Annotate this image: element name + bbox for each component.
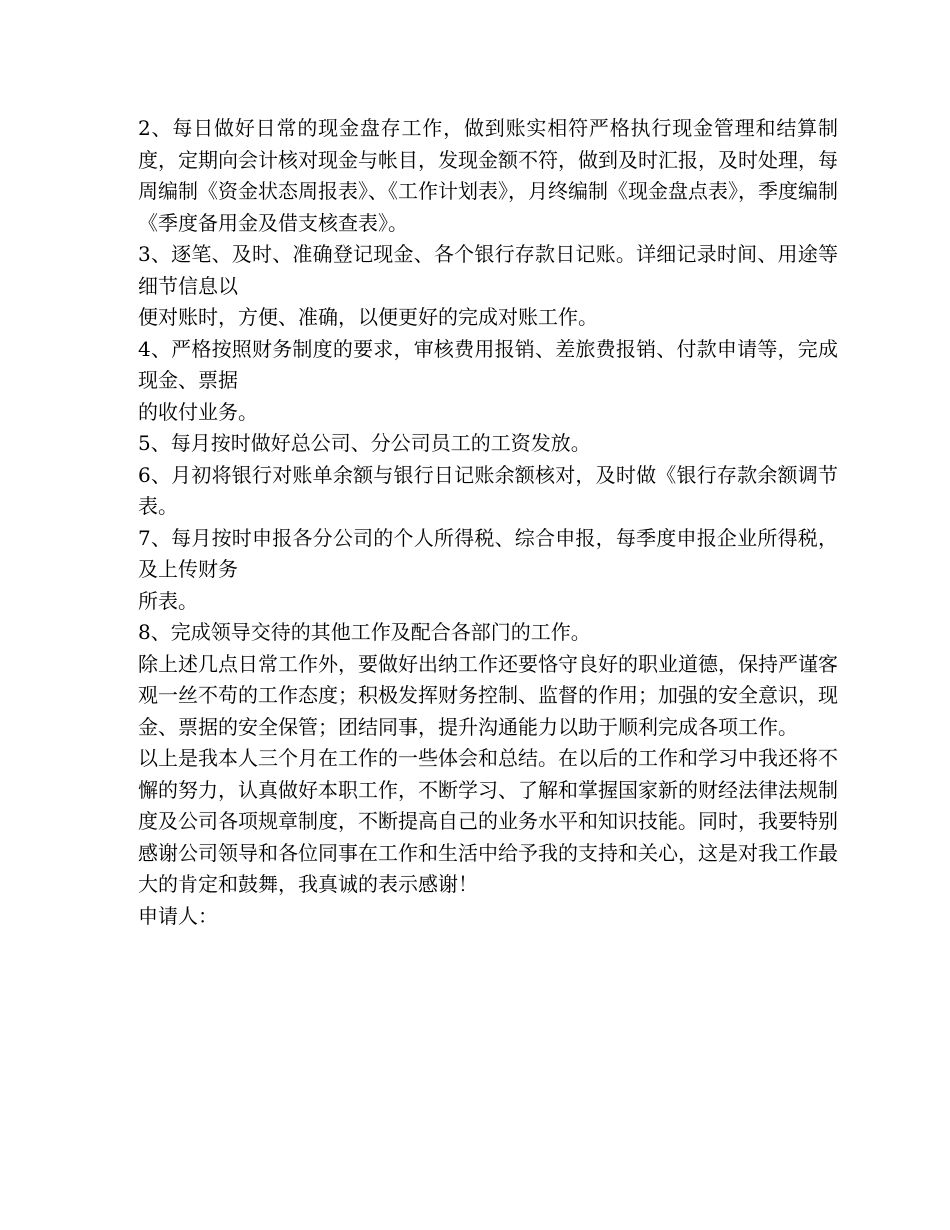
paragraph-bank-reconciliation: 6、月初将银行对账单余额与银行日记账余额核对，及时做《银行存款余额调节表。 <box>138 462 838 518</box>
paragraph-other-tasks: 8、完成领导交待的其他工作及配合各部门的工作。 <box>138 620 591 644</box>
applicant-label: 申请人： <box>138 903 218 928</box>
paragraph-tax-filing-continued: 所表。 <box>138 588 198 613</box>
document-body <box>138 113 838 932</box>
paragraph-expense-review: 4、严格按照财务制度的要求，审核费用报销、差旅费报销、付款申请等，完成现金、票据 <box>138 336 838 392</box>
paragraph-expense-review-continued: 的收付业务。 <box>138 399 258 424</box>
paragraph-professional-ethics: 除上述几点日常工作外，要做好出纳工作还要恪守良好的职业道德，保持严谨客观一丝不苟的工作态度；积极发挥财务控制、监督的作用；加强的安全意识，现金、票据的安全保管；团结同事，提升沟通能力以助于顺利完成各项工作。 <box>138 651 838 739</box>
paragraph-journal-recording-continued: 便对账时，方便、准确，以便更好的完成对账工作。 <box>138 305 598 329</box>
paragraph-summary: 以上是我本人三个月在工作的一些体会和总结。在以后的工作和学习中我还将不懈的努力，认真做好本职工作，不断学习、了解和掌握国家新的财经法律法规制度及公司各项规章制度，不断提高自己的业务水平和知识技能。同时，我要特别感谢公司领导和各位同事在工作和生活中给予我的支持和关心，这是对我工作最大的肯定和鼓舞，我真诚的表示感谢！ <box>138 746 838 896</box>
paragraph-payroll: 5、每月按时做好总公司、分公司员工的工资发放。 <box>138 431 591 455</box>
paragraph-journal-recording: 3、逐笔、及时、准确登记现金、各个银行存款日记账。详细记录时间、用途等细节信息以 <box>138 242 838 298</box>
paragraph-cash-inventory: 2、每日做好日常的现金盘存工作，做到账实相符严格执行现金管理和结算制度，定期向会计核对现金与帐目，发现金额不符，做到及时汇报，及时处理，每周编制《资金状态周报表》、《工作计划表》，月终编制《现金盘点表》，季度编制《季度备用金及借支核查表》。 <box>138 116 838 235</box>
paragraph-tax-filing: 7、每月按时申报各分公司的个人所得税、综合申报，每季度申报企业所得税，及上传财务 <box>138 525 838 581</box>
